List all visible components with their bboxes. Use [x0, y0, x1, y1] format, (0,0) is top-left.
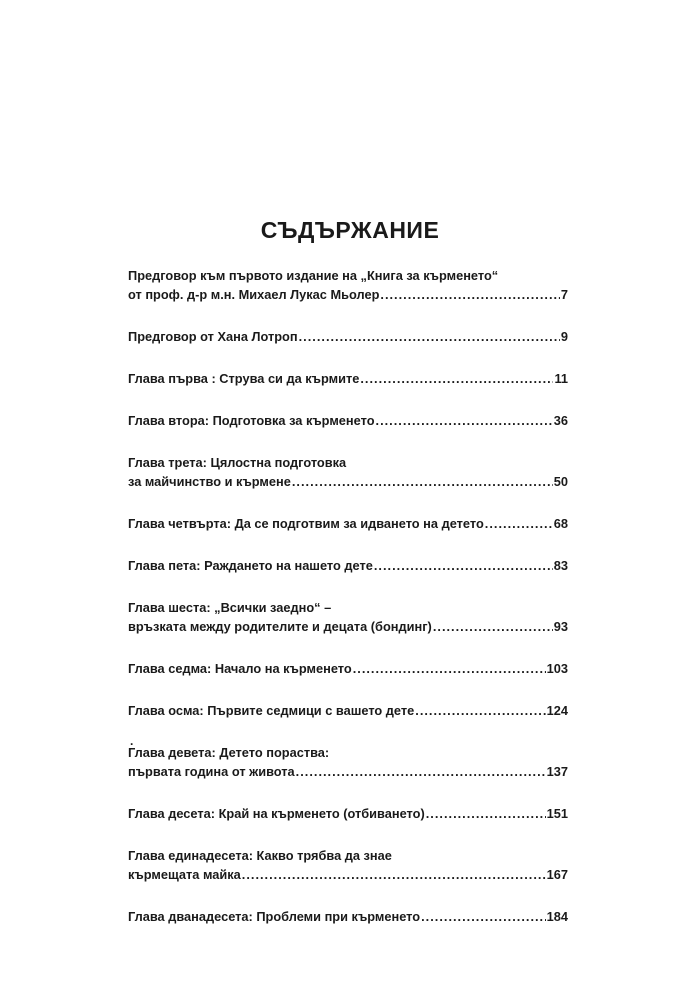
table-of-contents	[128, 266, 568, 949]
page-number: 9	[560, 329, 568, 344]
toc-entry	[128, 327, 568, 346]
toc-entry-text: от проф. д-р м.н. Михаел Лукас Мьолер	[128, 287, 380, 302]
dot-leader	[360, 369, 553, 388]
toc-entry-text: Предговор от Хана Лотроп	[128, 329, 298, 344]
toc-entry-text: Глава десета: Край на кърменето (отбиването)	[128, 806, 425, 821]
toc-entry	[128, 846, 568, 884]
dot-leader	[415, 701, 545, 720]
toc-entry	[128, 743, 568, 781]
toc-entry-text: Глава четвърта: Да се подготвим за идването на детето	[128, 516, 484, 531]
page-number: 11	[554, 371, 568, 386]
toc-entry-text: Глава трета: Цялостна подготовка	[128, 455, 347, 470]
toc-entry	[128, 907, 568, 926]
toc-entry-text: Глава втора: Подготовка за кърменето	[128, 413, 375, 428]
page-number: 68	[553, 516, 568, 531]
toc-entry	[128, 659, 568, 678]
dot-leader	[426, 804, 546, 823]
toc-entry-text: връзката между родителите и децата (бондинг)	[128, 619, 432, 634]
dot-leader	[485, 514, 553, 533]
toc-entry-text: Глава девета: Детето пораства:	[128, 745, 330, 760]
page-number: 36	[553, 413, 568, 428]
page-number: 83	[553, 558, 568, 573]
dot-leader	[374, 556, 553, 575]
dot-leader	[292, 472, 553, 491]
toc-entry-text: за майчинство и кърмене	[128, 474, 291, 489]
toc-entry-text: Глава шеста: „Всички заедно“ –	[128, 600, 332, 615]
toc-entry	[128, 598, 568, 636]
dot-leader	[242, 865, 546, 884]
page-number: 7	[560, 287, 568, 302]
dot-leader	[353, 659, 546, 678]
dot-leader	[296, 762, 546, 781]
toc-entry-text: Глава единадесета: Какво трябва да знае	[128, 848, 392, 863]
toc-entry-text: първата година от живота	[128, 764, 295, 779]
dot-leader	[433, 617, 553, 636]
toc-entry	[128, 411, 568, 430]
toc-entry	[128, 266, 568, 304]
toc-entry-text: Глава първа : Струва си да кърмите	[128, 371, 360, 386]
page-number: 93	[553, 619, 568, 634]
toc-entry-text: Предговор към първото издание на „Книга за кърменето“	[128, 268, 499, 283]
toc-entry	[128, 453, 568, 491]
toc-entry	[128, 514, 568, 533]
toc-entry-text: Глава дванадесета: Проблеми при кърменето	[128, 909, 421, 924]
page-number: 50	[553, 474, 568, 489]
toc-entry-text: Глава седма: Начало на кърменето	[128, 661, 352, 676]
page-number: 167	[546, 867, 568, 882]
page-number: 137	[546, 764, 568, 779]
toc-entry	[128, 701, 568, 720]
dot-leader	[376, 411, 553, 430]
toc-entry-text: кърмещата майка	[128, 867, 241, 882]
page-number: 151	[546, 806, 568, 821]
toc-entry	[128, 369, 568, 388]
toc-entry	[128, 804, 568, 823]
page-number: 103	[546, 661, 568, 676]
page-number: 124	[546, 703, 568, 718]
dot-leader	[299, 327, 560, 346]
page-number: 184	[546, 909, 568, 924]
toc-entry-text: Глава пета: Раждането на нашето дете	[128, 558, 373, 573]
toc-entry-text: Глава осма: Първите седмици с вашето дете	[128, 703, 415, 718]
toc-entry	[128, 556, 568, 575]
stray-mark: .	[130, 734, 134, 748]
dot-leader	[380, 285, 559, 304]
dot-leader	[421, 907, 546, 926]
page-title: СЪДЪРЖАНИЕ	[260, 217, 440, 243]
